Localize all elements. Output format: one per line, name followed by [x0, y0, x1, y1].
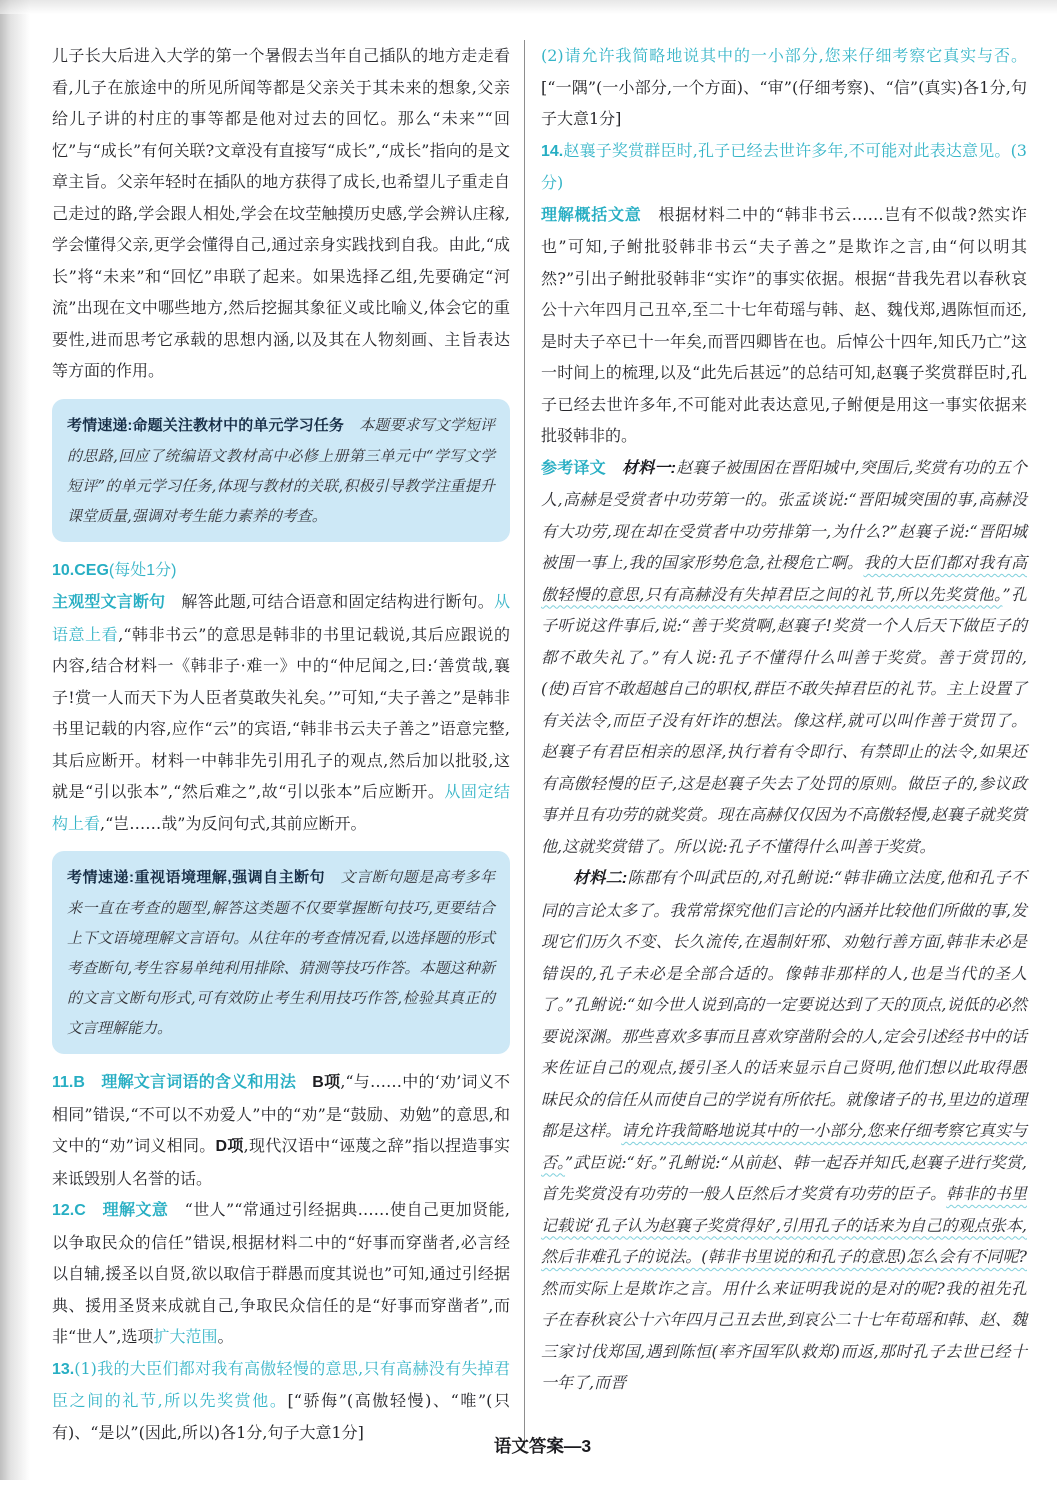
tip-box-1-text: 考情速递:命题关注教材中的单元学习任务 本题要求写文学短评的思路,回应了统编语文教材高中必修上册第三单元中“学写文学短评”的单元学习任务,体现与教材的关联,积极引导教学注重提升课堂质量,强调对考生能力素养的考查。	[67, 415, 495, 525]
question-11-answer: 11.B 理解文言词语的含义和用法 B项,“与……中的‘劝’词义不相同”错误,“不可以不劝爱人”中的“劝”是“鼓励、劝勉”的意思,和文中的“劝”词义相同。D项,现代汉语中“诬蔑之辞”指以捏造事实来诋毁别人名誉的话。	[52, 1072, 510, 1188]
question-14-answer: 14.赵襄子奖赏群臣时,孔子已经去世许多年,不可能对此表达意见。(3分)	[541, 140, 1027, 192]
question-14-analysis: 理解概括文意 根据材料二中的“韩非书云……岂有不似哉?然实诈也”可知,子鲋批驳韩非书云“夫子善之”是欺诈之言,由“何以明其然?”引出子鲋批驳韩非“实诈”的事实依据。根据“昔我先君以春秋哀公十六年四月己丑卒,至二十七年荀瑶与韩、赵、魏伐郑,遇陈恒而还,是时夫子卒已十一年矣,而晋四卿皆在也。后悼公十四年,知氏乃亡”这一时间上的梳理,以及“此先后甚远”的总结可知,赵襄子奖赏群臣时,孔子已经去世许多年,不可能对此表达意见,子鲋便是用这一事实依据来批驳韩非的。	[541, 204, 1027, 445]
right-column	[524, 40, 1027, 1448]
continuation-paragraph: 儿子长大后进入大学的第一个暑假去当年自己插队的地方走走看看,儿子在旅途中的所见所闻等都是父亲关于其未来的想象,父亲给儿子讲的村庄的事等都是他对过去的回忆。那么“未来”“回忆”与“成长”有何关联?文章没有直接写“成长”,“成长”指向的是文章主旨。父亲年轻时在插队的地方获得了成长,也希望儿子重走自己走过的路,学会跟人相处,学会在坟茔触摸历史感,学会辨认庄稼,学会懂得父亲,更学会懂得自己,通过亲身实践找到自我。由此,“成长”将“未来”和“回忆”串联了起来。如果选择乙组,先要确定“河流”出现在文中哪些地方,然后挖掘其象征义或比喻义,体会它的重要性,进而思考它承载的思想内涵,以及其在人物刻画、主旨表达等方面的作用。	[52, 46, 510, 380]
question-10-analysis: 主观型文言断句 解答此题,可结合语意和固定结构进行断句。从语意上看,“韩非书云”的意思是韩非的书里记载说,其后应跟说的内容,结合材料一《韩非子·难一》中的“仲尼闻之,曰:‘善赏哉,襄子!赏一人而天下为人臣者莫敢失礼矣。’”可知,“夫子善之”是韩非书里记载的内容,应作“云”的宾语,“韩非书云夫子善之”语意完整,其后应断开。材料一中韩非先引用孔子的观点,然后加以批驳,这就是“引以张本”,“然后难之”,故“引以张本”后应断开。从固定结构上看,“岂……哉”为反问句式,其前应断开。	[52, 592, 510, 833]
tip-box-2-text: 考情速递:重视语境理解,强调自主断句 文言断句题是高考多年来一直在考查的题型,解答这类题不仅要掌握断句技巧,更要结合上下文语境理解文言语句。从往年的考查情况看,以选择题的形式考查断句,考生容易单纯利用排除、猜测等技巧作答。本题这种新的文言文断句形式,可有效防止考生利用技巧作答,检验其真正的文言理解能力。	[67, 868, 495, 1037]
page-footer: 语文答案—3	[493, 1436, 592, 1456]
tip-box-exam-trend-1	[52, 399, 510, 542]
tip-box-exam-trend-2	[52, 851, 510, 1054]
question-13-answer-part1: 13.(1)我的大臣们都对我有高傲轻慢的意思,只有高赫没有失掉君臣之间的礼节,所以先奖赏他。[“骄侮”(高傲轻慢)、“唯”(只有)、“是以”(因此,所以)各1分,句子大意1分]	[52, 1358, 510, 1442]
reference-translation-material-1: 参考译文 材料一:赵襄子被围困在晋阳城中,突围后,奖赏有功的五个人,高赫是受赏者中功劳第一的。张孟谈说:“晋阳城突围的事,高赫没有大功劳,现在却在受赏者中功劳排第一,为什么?”赵襄子说:“晋阳城被围一事上,我的国家形势危急,社稷危亡啊。我的大臣们都对我有高傲轻慢的意思,只有高赫没有失掉君臣之间的礼节,所以先奖赏他。”孔子听说这件事后,说:“善于奖赏啊,赵襄子!奖赏一个人后天下做臣子的都不敢失礼了。”有人说:孔子不懂得什么叫善于奖赏。善于赏罚的,(使)百官不敢超越自己的职权,群臣不敢失掉君臣的礼节。主上设置了有关法令,而臣子没有奸诈的想法。像这样,就可以叫作善于赏罚了。赵襄子有君臣相亲的恩泽,执行着有令即行、有禁即止的法令,如果还有高傲轻慢的臣子,这是赵襄子失去了处罚的原则。做臣子的,参议政事并且有功劳的就奖赏。现在高赫仅仅因为不高傲轻慢,赵襄子就奖赏他,这就奖赏错了。所以说:孔子不懂得什么叫善于奖赏。	[541, 457, 1027, 856]
question-13-answer-part2: (2)请允许我简略地说其中的一小部分,您来仔细考察它真实与否。[“一隅”(一小部分,一个方面)、“审”(仔细考察)、“信”(真实)各1分,句子大意1分]	[541, 46, 1027, 128]
question-10-heading: 10.CEG(每处1分)	[52, 561, 177, 579]
reference-translation-material-2: 材料二:陈郡有个叫武臣的,对孔鲋说:“韩非确立法度,他和孔子不同的言论太多了。我常常探究他们言论的内涵并比较他们所做的事,发现它们历久不变、长久流传,在遏制奸邪、劝勉行善方面,韩非未必是错误的,孔子未必是全部合适的。像韩非那样的人,也是当代的圣人了。”孔鲋说:“如今世人说到高的一定要说达到了天的顶点,说低的必然要说深渊。那些喜欢多事而且喜欢穿凿附会的人,定会引述经书中的话来佐证自己的观点,援引圣人的话来显示自己贤明,他们想以此取得愚昧民众的信任从而使自己的学说有所依托。就像诸子的书,里边的道理都是这样。请允许我简略地说其中的一小部分,您来仔细考察它真实与否。”武臣说:“好。”孔鲋说:“从前赵、韩一起吞并知氏,赵襄子进行奖赏,首先奖赏没有功劳的一般人臣然后才奖赏有功劳的臣子。韩非的书里记载说‘孔子认为赵襄子奖赏得好’,引用孔子的话来为自己的观点张本,然后非难孔子的说法。(韩非书里说的和孔子的意思)怎么会有不同呢?然而实际上是欺诈之言。用什么来证明我说的是对的呢?我的祖先孔子在春秋哀公十六年四月己丑去世,到哀公二十七年荀瑶和韩、赵、魏三家讨伐郑国,遇到陈恒(率齐国军队救郑)而返,那时孔子去世已经十一年了,而晋	[541, 868, 1027, 1392]
question-12-answer: 12.C 理解文意 “世人”“常通过引经据典……使自己更加贤能,以争取民众的信任”错误,根据材料二中的“好事而穿凿者,必言经以自辅,援圣以自贤,欲以取信于群愚而度其说也”可知,通过引经据典、援用圣贤来成就自己,争取民众信任的是“好事而穿凿者”,而非“世人”,选项扩大范围。	[52, 1200, 510, 1346]
left-column	[52, 40, 524, 1448]
